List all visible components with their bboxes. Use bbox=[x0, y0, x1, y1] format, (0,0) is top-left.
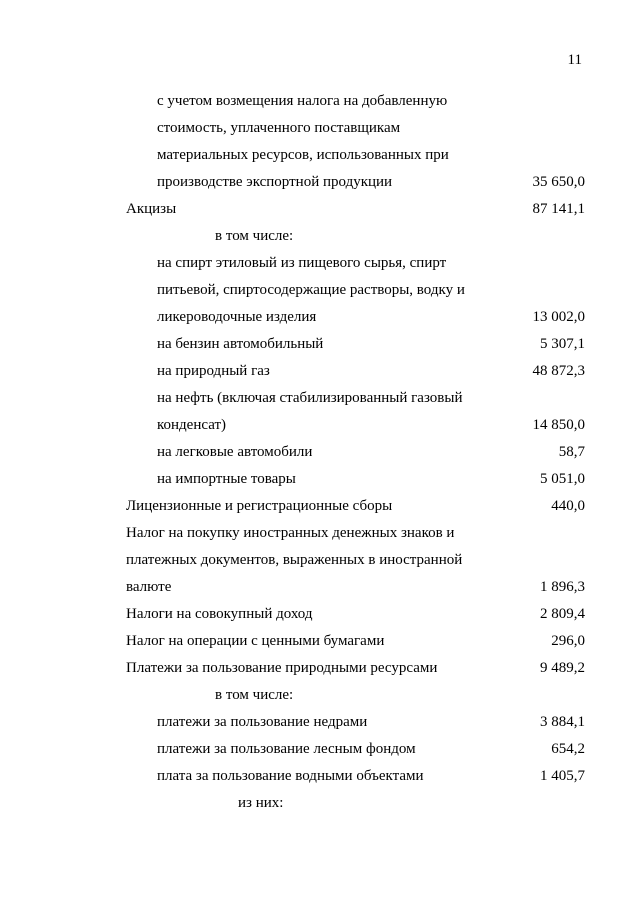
list-item bbox=[0, 520, 640, 547]
item-text: конденсат) bbox=[157, 417, 227, 433]
item-text: питьевой, спиртосодержащие растворы, водку и bbox=[157, 282, 465, 298]
item-value: 2 809,4 bbox=[540, 606, 585, 622]
item-text: из них: bbox=[238, 795, 284, 811]
list-item bbox=[0, 628, 640, 655]
item-value: 5 051,0 bbox=[540, 471, 585, 487]
item-text: в том числе: bbox=[215, 687, 294, 703]
list-item bbox=[0, 439, 640, 466]
list-item bbox=[0, 196, 640, 223]
item-text: на нефть (включая стабилизированный газовый bbox=[157, 390, 463, 406]
list-item bbox=[0, 736, 640, 763]
item-text: Лицензионные и регистрационные сборы bbox=[126, 498, 393, 514]
item-text: на импортные товары bbox=[157, 471, 296, 487]
list-item bbox=[0, 88, 640, 115]
list-item bbox=[0, 655, 640, 682]
item-value: 48 872,3 bbox=[532, 363, 585, 379]
item-text: в том числе: bbox=[215, 228, 294, 244]
item-text: производстве экспортной продукции bbox=[157, 174, 393, 190]
item-value: 87 141,1 bbox=[532, 201, 585, 217]
list-item bbox=[0, 277, 640, 304]
item-text: Налоги на совокупный доход bbox=[126, 606, 313, 622]
item-value: 9 489,2 bbox=[540, 660, 585, 676]
item-value: 3 884,1 bbox=[540, 714, 585, 730]
list-item bbox=[0, 763, 640, 790]
item-text: Акцизы bbox=[126, 201, 177, 217]
item-text: Налог на покупку иностранных денежных знаков и bbox=[126, 525, 455, 541]
list-item bbox=[0, 790, 640, 817]
list-item bbox=[0, 547, 640, 574]
item-text: валюте bbox=[126, 579, 172, 595]
list-item bbox=[0, 115, 640, 142]
list-item bbox=[0, 331, 640, 358]
list-item bbox=[0, 385, 640, 412]
budget-items-list bbox=[0, 88, 640, 817]
item-text: ликероводочные изделия bbox=[157, 309, 317, 325]
list-item bbox=[0, 250, 640, 277]
page-number: 11 bbox=[567, 52, 582, 68]
item-text: на природный газ bbox=[157, 363, 270, 379]
item-value: 35 650,0 bbox=[532, 174, 585, 190]
list-item bbox=[0, 493, 640, 520]
item-text: на бензин автомобильный bbox=[157, 336, 324, 352]
item-value: 1 405,7 bbox=[540, 768, 585, 784]
item-text: платежи за пользование недрами bbox=[157, 714, 368, 730]
list-item bbox=[0, 142, 640, 169]
item-value: 14 850,0 bbox=[532, 417, 585, 433]
item-text: платежи за пользование лесным фондом bbox=[157, 741, 416, 757]
list-item bbox=[0, 601, 640, 628]
list-item bbox=[0, 304, 640, 331]
list-item bbox=[0, 682, 640, 709]
list-item bbox=[0, 169, 640, 196]
item-value: 440,0 bbox=[551, 498, 585, 514]
list-item bbox=[0, 466, 640, 493]
item-text: с учетом возмещения налога на добавленную bbox=[157, 93, 448, 109]
list-item bbox=[0, 358, 640, 385]
list-item bbox=[0, 412, 640, 439]
item-value: 1 896,3 bbox=[540, 579, 585, 595]
item-text: Налог на операции с ценными бумагами bbox=[126, 633, 385, 649]
item-text: материальных ресурсов, использованных при bbox=[157, 147, 449, 163]
list-item bbox=[0, 709, 640, 736]
item-value: 654,2 bbox=[551, 741, 585, 757]
item-text: Платежи за пользование природными ресурсами bbox=[126, 660, 438, 676]
item-text: на легковые автомобили bbox=[157, 444, 313, 460]
item-value: 13 002,0 bbox=[532, 309, 585, 325]
item-text: платежных документов, выраженных в иностранной bbox=[126, 552, 463, 568]
item-text: на спирт этиловый из пищевого сырья, спирт bbox=[157, 255, 447, 271]
item-text: стоимость, уплаченного поставщикам bbox=[157, 120, 401, 136]
list-item bbox=[0, 223, 640, 250]
item-value: 5 307,1 bbox=[540, 336, 585, 352]
item-value: 296,0 bbox=[551, 633, 585, 649]
list-item bbox=[0, 574, 640, 601]
item-text: плата за пользование водными объектами bbox=[157, 768, 424, 784]
item-value: 58,7 bbox=[558, 444, 585, 460]
